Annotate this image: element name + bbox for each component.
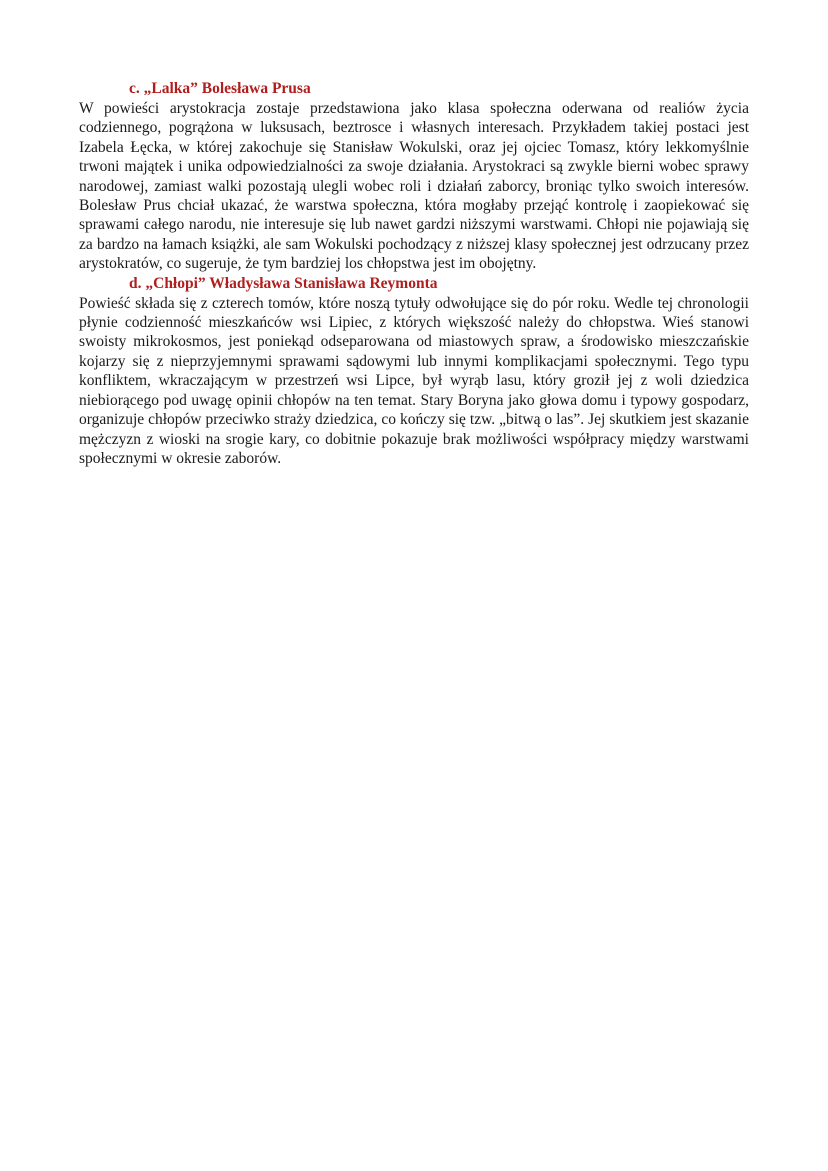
section-chlopi bbox=[79, 274, 749, 469]
section-lalka bbox=[79, 79, 749, 274]
section-body-lalka: W powieści arystokracja zostaje przedstawiona jako klasa społeczna oderwana od realiów życia codziennego, pogrążona w luksusach, beztrosce i własnych interesach. Przykładem takiej postaci jest Izabela Łęcka, w której zakochuje się Stanisław Wokulski, oraz jej ojciec Tomasz, który lekkomyślnie trwoni majątek i unika odpowiedzialności za swoje działania. Arystokraci są zwykle bierni wobec sprawy narodowej, zamiast walki pozostają ulegli wobec roli i działań zaborcy, broniąc tylko swoich interesów. Bolesław Prus chciał ukazać, że warstwa społeczna, która mogłaby przejąć kontrolę i zaopiekować się sprawami całego narodu, nie interesuje się lub nawet gardzi niższymi warstwami. Chłopi nie pojawiają się za bardzo na łamach książki, ale sam Wokulski pochodzący z niższej klasy społecznej jest odrzucany przez arystokratów, co sugeruje, że tym bardziej los chłopstwa jest im obojętny. bbox=[79, 100, 749, 273]
document-page bbox=[79, 79, 749, 468]
section-heading-chlopi: d. „Chłopi” Władysława Stanisława Reymonta bbox=[129, 274, 438, 292]
section-body-chlopi: Powieść składa się z czterech tomów, które noszą tytuły odwołujące się do pór roku. Wedle tej chronologii płynie codzienność mieszkańców wsi Lipiec, z których większość należy do chłopstwa. Wieś stanowi swoisty mikrokosmos, jest poniekąd odseparowana od miastowych spraw, a środowisko mieszczańskie kojarzy się z nieprzyjemnymi sprawami sądowymi lub innymi komplikacjami społecznymi. Tego typu konfliktem, wkraczającym w przestrzeń wsi Lipce, był wyrąb lasu, który groził jej z woli dziedzica niebiorącego pod uwagę opinii chłopów na ten temat. Stary Boryna jako głowa domu i typowy gospodarz, organizuje chłopów przeciwko straży dziedzica, co kończy się tzw. „bitwą o las”. Jej skutkiem jest skazanie mężczyzn z wioski na srogie kary, co dobitnie pokazuje brak możliwości współpracy między warstwami społecznymi w okresie zaborów. bbox=[79, 294, 749, 467]
section-heading-lalka: c. „Lalka” Bolesława Prusa bbox=[129, 80, 311, 97]
